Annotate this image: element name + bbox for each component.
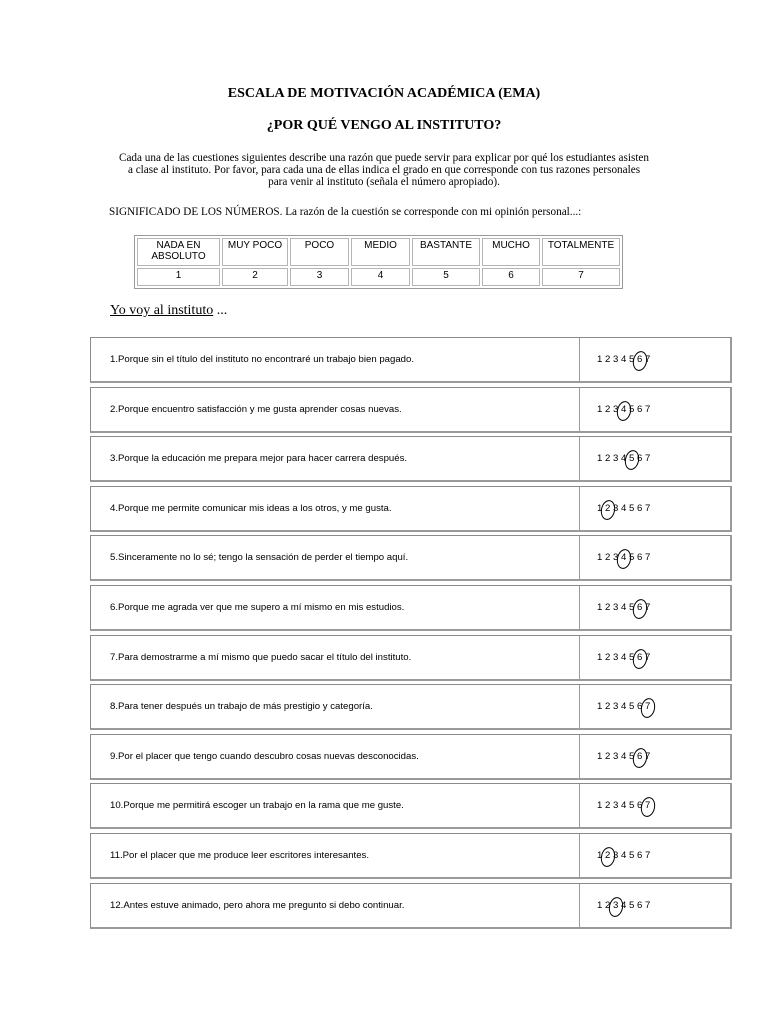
question-text: 4.Porque me permite comunicar mis ideas a los otros, y me gusta. (110, 502, 392, 514)
answer-option[interactable]: 5 (629, 437, 637, 481)
column-divider (579, 685, 580, 729)
answer-option[interactable]: 4 (621, 354, 627, 365)
question-row (90, 734, 732, 780)
answer-option[interactable]: 1 (597, 453, 603, 465)
answer-option[interactable]: 5 (629, 502, 635, 514)
answer-option[interactable]: 2 (605, 354, 611, 365)
column-divider (579, 735, 580, 779)
question-row (90, 535, 732, 581)
answer-option[interactable]: 7 (645, 552, 651, 564)
column-divider (579, 636, 580, 680)
answer-option[interactable]: 2 (605, 899, 611, 911)
answer-option[interactable]: 7 (645, 784, 653, 828)
scale-number: 4 (351, 268, 410, 286)
answer-options (597, 735, 653, 779)
answer-option[interactable]: 1 (597, 701, 603, 713)
question-row (90, 883, 732, 929)
answer-option[interactable]: 1 (597, 651, 603, 663)
column-divider (579, 437, 580, 481)
question-row (90, 684, 732, 730)
answer-option[interactable]: 3 (613, 502, 619, 514)
scale-number: 1 (137, 268, 220, 286)
answer-option[interactable]: 5 (629, 750, 635, 762)
question-text: 5.Sinceramente no lo sé; tengo la sensación de perder el tiempo aquí. (110, 552, 409, 564)
section-lead-text: Yo voy al instituto (110, 303, 214, 318)
answer-option[interactable]: 4 (621, 850, 627, 861)
section-lead (110, 303, 227, 319)
scale-label: POCO (290, 238, 349, 266)
scale-number: 2 (222, 268, 288, 286)
answer-option[interactable]: 4 (621, 602, 627, 613)
answer-option[interactable]: 6 (637, 552, 643, 564)
answer-options (597, 884, 653, 928)
question-text: 8.Para tener después un trabajo de más prestigio y categoría. (110, 701, 373, 713)
scale-number: 7 (542, 268, 620, 286)
scale-number: 5 (412, 268, 480, 286)
answer-option[interactable]: 7 (645, 750, 651, 762)
answer-option[interactable]: 5 (629, 403, 635, 415)
answer-option[interactable]: 6 (637, 800, 643, 812)
answer-options (597, 834, 653, 878)
scale-label: MUY POCO (222, 238, 288, 266)
question-text: 7.Para demostrarme a mí mismo que puedo sacar el título del instituto. (110, 651, 412, 663)
column-divider (579, 338, 580, 382)
answer-option[interactable]: 5 (629, 800, 635, 812)
column-divider (579, 784, 580, 828)
answer-option[interactable]: 3 (613, 552, 619, 564)
answer-option[interactable]: 6 (637, 636, 645, 680)
answer-option[interactable]: 4 (621, 800, 627, 812)
scale-label: MEDIO (351, 238, 410, 266)
answer-option[interactable]: 5 (629, 899, 635, 911)
scale-number: 3 (290, 268, 349, 286)
column-divider (579, 388, 580, 432)
question-row (90, 387, 732, 433)
answer-option[interactable]: 5 (629, 701, 635, 713)
question-text: 12.Antes estuve animado, pero ahora me pregunto si debo continuar. (110, 899, 405, 911)
answer-options (597, 586, 653, 630)
answer-option[interactable]: 4 (621, 651, 627, 663)
answer-option[interactable]: 7 (645, 403, 651, 415)
scale-label: TOTALMENTE (542, 238, 620, 266)
scale-label: MUCHO (482, 238, 540, 266)
question-row (90, 783, 732, 829)
instructions-paragraph: Cada una de las cuestiones siguientes describe una razón que puede servir para explicar por qué los estudiantes asisten a clase al instituto. Por favor, para cada una de ellas indica el grado en que corresponde con tus razones personales para venir al instituto (señala el número apropiado). (119, 152, 649, 189)
answer-option[interactable]: 5 (629, 354, 635, 365)
answer-option[interactable]: 3 (613, 403, 619, 415)
answer-option[interactable]: 3 (613, 884, 621, 928)
question-row (90, 436, 732, 482)
answer-option[interactable]: 1 (597, 750, 603, 762)
answer-option[interactable]: 6 (637, 453, 643, 465)
column-divider (579, 834, 580, 878)
answer-option[interactable]: 4 (621, 750, 627, 762)
answer-option[interactable]: 3 (613, 701, 619, 713)
answer-option[interactable]: 6 (637, 735, 645, 779)
question-text: 10.Porque me permitirá escoger un trabajo en la rama que me guste. (110, 800, 404, 812)
answer-option[interactable]: 4 (621, 536, 629, 580)
answer-option[interactable]: 2 (605, 800, 611, 812)
answer-option[interactable]: 1 (597, 552, 603, 564)
answer-option[interactable]: 7 (645, 850, 651, 861)
answer-options (597, 685, 653, 729)
answer-option[interactable]: 5 (629, 850, 635, 861)
answer-option[interactable]: 6 (637, 502, 643, 514)
answer-option[interactable]: 2 (605, 834, 613, 878)
answer-option[interactable]: 7 (645, 602, 651, 613)
question-text: 3.Porque la educación me prepara mejor para hacer carrera después. (110, 453, 408, 465)
scale-label: BASTANTE (412, 238, 480, 266)
answer-option[interactable]: 7 (645, 354, 651, 365)
answer-option[interactable]: 6 (637, 899, 643, 911)
answer-option[interactable]: 1 (597, 602, 603, 613)
scale-legend-table (134, 235, 623, 289)
answer-option[interactable]: 6 (637, 403, 643, 415)
answer-option[interactable]: 3 (613, 800, 619, 812)
answer-option[interactable]: 7 (645, 453, 651, 465)
question-row (90, 833, 732, 879)
answer-option[interactable]: 3 (613, 651, 619, 663)
answer-option[interactable]: 1 (597, 899, 603, 911)
answer-option[interactable]: 6 (637, 338, 645, 382)
answer-option[interactable]: 4 (621, 388, 629, 432)
answer-options (597, 636, 653, 680)
column-divider (579, 586, 580, 630)
answer-option[interactable]: 1 (597, 850, 603, 861)
answer-options (597, 487, 653, 531)
answer-option[interactable]: 2 (605, 750, 611, 762)
column-divider (579, 884, 580, 928)
answer-option[interactable]: 1 (597, 502, 603, 514)
answer-option[interactable]: 3 (613, 850, 619, 861)
answer-option[interactable]: 3 (613, 602, 619, 613)
question-text: 1.Porque sin el título del instituto no encontraré un trabajo bien pagado. (110, 354, 415, 365)
answer-option[interactable]: 3 (613, 750, 619, 762)
answer-options (597, 338, 653, 382)
answer-option[interactable]: 2 (605, 403, 611, 415)
column-divider (579, 487, 580, 531)
scale-number: 6 (482, 268, 540, 286)
answer-option[interactable]: 6 (637, 701, 643, 713)
answer-option[interactable]: 1 (597, 354, 603, 365)
answer-option[interactable]: 7 (645, 651, 651, 663)
answer-option[interactable]: 1 (597, 403, 603, 415)
answer-option[interactable]: 2 (605, 651, 611, 663)
document-title: ESCALA DE MOTIVACIÓN ACADÉMICA (EMA) (227, 86, 541, 101)
answer-option[interactable]: 5 (629, 552, 635, 564)
answer-option[interactable]: 4 (621, 502, 627, 514)
question-text: 11.Por el placer que me produce leer escritores interesantes. (110, 850, 369, 861)
answer-option[interactable]: 7 (645, 899, 651, 911)
answer-options (597, 784, 653, 828)
scale-meaning-heading: SIGNIFICADO DE LOS NÚMEROS. La razón de la cuestión se corresponde con mi opinión personal...: (109, 206, 582, 218)
answer-option[interactable]: 6 (637, 850, 643, 861)
answer-option[interactable]: 4 (621, 899, 627, 911)
answer-options (597, 388, 653, 432)
answer-option[interactable]: 4 (621, 701, 627, 713)
answer-option[interactable]: 3 (613, 354, 619, 365)
answer-option[interactable]: 5 (629, 602, 635, 613)
answer-options (597, 437, 653, 481)
answer-option[interactable]: 7 (645, 502, 651, 514)
scale-label: NADA EN ABSOLUTO (137, 238, 220, 266)
answer-option[interactable]: 7 (645, 685, 653, 729)
question-row (90, 486, 732, 532)
column-divider (579, 536, 580, 580)
question-text: 6.Porque me agrada ver que me supero a mí mismo en mis estudios. (110, 602, 405, 613)
answer-option[interactable]: 4 (621, 453, 627, 465)
section-lead-ellipsis: ... (213, 303, 228, 318)
answer-option[interactable]: 2 (605, 487, 613, 531)
answer-option[interactable]: 5 (629, 651, 635, 663)
answer-option[interactable]: 2 (605, 701, 611, 713)
answer-options (597, 536, 653, 580)
document-subtitle: ¿POR QUÉ VENGO AL INSTITUTO? (266, 118, 502, 133)
answer-option[interactable]: 2 (605, 552, 611, 564)
question-row (90, 585, 732, 631)
answer-option[interactable]: 1 (597, 800, 603, 812)
answer-option[interactable]: 2 (605, 602, 611, 613)
question-text: 9.Por el placer que tengo cuando descubro cosas nuevas desconocidas. (110, 750, 419, 762)
answer-option[interactable]: 3 (613, 453, 619, 465)
question-row (90, 635, 732, 681)
answer-option[interactable]: 2 (605, 453, 611, 465)
answer-option[interactable]: 6 (637, 586, 645, 630)
question-text: 2.Porque encuentro satisfacción y me gusta aprender cosas nuevas. (110, 403, 402, 415)
question-row (90, 337, 732, 383)
